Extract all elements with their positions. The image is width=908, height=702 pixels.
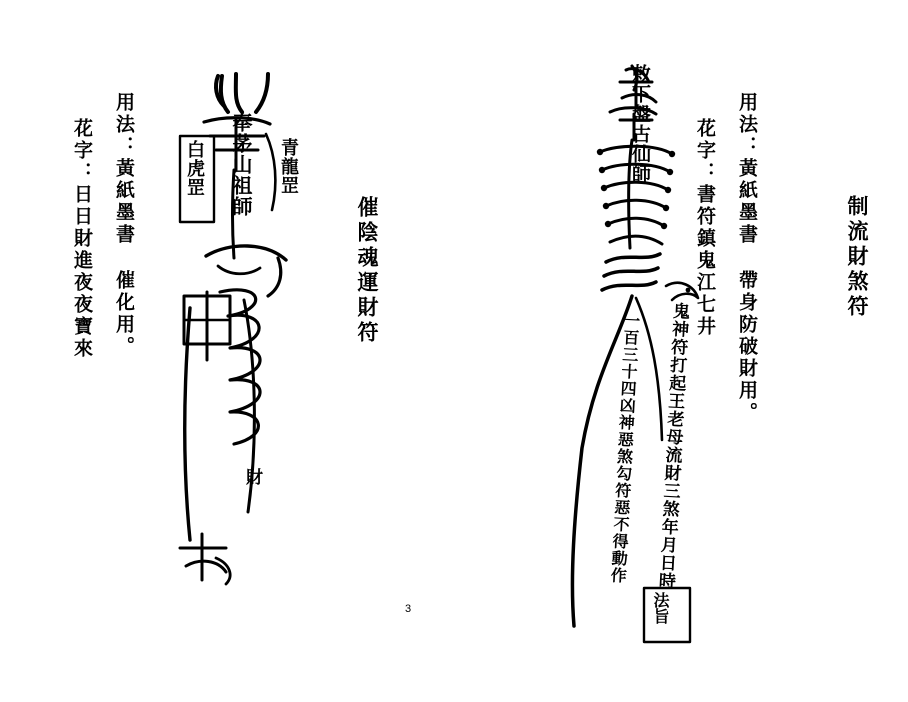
talisman-right-inscription-right: 鬼神符打起王老母流財三煞年月日時 xyxy=(655,301,690,591)
page-number: 3 xyxy=(405,603,412,615)
talisman-left-charm-text: 日日財進夜夜寶來 xyxy=(71,184,92,360)
talisman-left-usage-text: 黃紙墨書 催化用。 xyxy=(113,158,134,358)
talisman-left-left-pillar: 白虎罡 xyxy=(185,140,205,197)
talisman-right-head-glyph: 敕下盤古仙師 xyxy=(629,64,650,184)
talisman-left-right-pillar: 青龍罡 xyxy=(279,138,299,195)
talisman-left-usage-label: 用法： xyxy=(113,92,134,158)
talisman-left-usage xyxy=(110,92,137,358)
talisman-right-title: 制流財煞符 xyxy=(845,195,869,320)
talisman-left-foot-glyph: 財 xyxy=(243,468,262,485)
talisman-left-title: 催陰魂運財符 xyxy=(355,196,379,346)
talisman-right-usage-label: 用法： xyxy=(736,92,757,158)
talisman-left-center-text: 奉茅山祖師 xyxy=(229,112,251,217)
talisman-right-seal-text: 法旨 xyxy=(651,592,668,624)
talisman-left-charm-label: 花字： xyxy=(71,118,92,184)
talisman-right-charm-label: 花字： xyxy=(694,118,715,184)
talisman-left-charm xyxy=(68,118,95,360)
talisman-right-charm-text: 書符鎮鬼江七井 xyxy=(694,184,715,338)
talisman-right-usage-text: 黃紙墨書 帶身防破財用。 xyxy=(736,158,757,424)
talisman-right-inscription-left: 一百三十四凶神惡煞勾符惡不得動作 xyxy=(607,311,640,585)
